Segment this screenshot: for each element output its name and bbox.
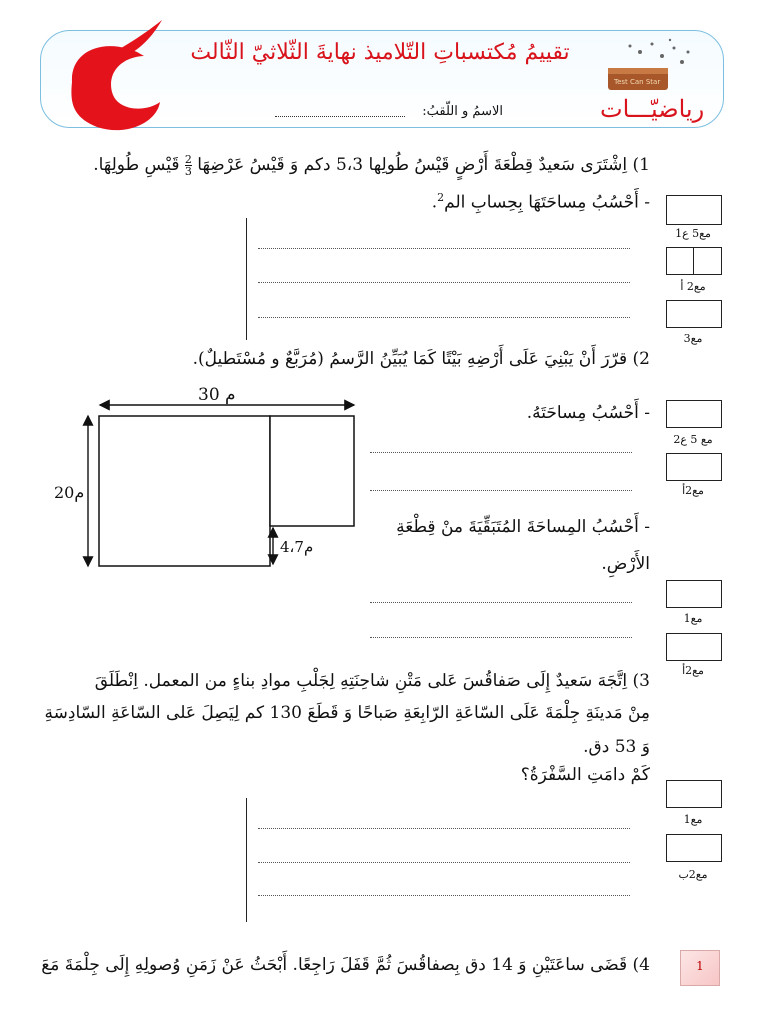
score-box[interactable]: [666, 580, 722, 608]
subject-label: رياضيّـــات: [600, 95, 705, 123]
score-label: مع2أ: [682, 664, 704, 677]
q1-text-a: 1) اِشْتَرَى سَعيدٌ قِطْعَةَ أَرْضٍ قَيْسُ طُولِها 5،3 دكم وَ قَيْسُ عَرْضِهَا: [197, 155, 650, 175]
q3-question: كَمْ دامَتِ السَّفْرَةُ؟: [520, 765, 650, 785]
score-label: مع1: [683, 612, 703, 625]
book-icon: [600, 32, 710, 98]
answer-divider: [246, 798, 247, 922]
q2-task2-line1: - أَحْسُبُ المِساحَةَ المُتَبَقِّيَةَ منْ قِطْعَةِ: [396, 517, 650, 537]
q1-task: - أَحْسُبُ مِساحَتَهَا بِحِسابِ الم: [444, 192, 650, 213]
q1-sup: 2: [437, 191, 445, 204]
fraction-denominator: 3: [184, 165, 192, 178]
q2-task2-line2: الأَرْضِ.: [601, 554, 650, 574]
q1-line2: [50, 184, 650, 217]
score-box[interactable]: [666, 400, 722, 428]
logo-icon: [52, 12, 172, 132]
q3-line1: 3) اِتَّجَهَ سَعيدٌ إِلَى صَفاقُسَ عَلى مَتْنِ شاحِنَتِهِ لِجَلْبِ موادِ بناءٍ من المعمل. اِنْطَلَقَ: [94, 671, 650, 691]
q4-line1: 4) قَضَى ساعَتَيْنِ وَ 14 دق بِصفاقُسَ ثُمَّ قَفَلَ رَاجِعًا. أَبْحَثُ عَنْ زَمَنِ وُصولِهِ إِلَى جِلْمَةَ مَعَ: [41, 955, 650, 975]
answer-line[interactable]: [258, 317, 630, 318]
q2-task2: [380, 514, 650, 578]
score-box[interactable]: [666, 195, 722, 225]
score-box[interactable]: [666, 633, 722, 661]
answer-line[interactable]: [370, 637, 632, 638]
land-diagram: [40, 380, 370, 580]
score-box[interactable]: [666, 247, 722, 275]
q3-line2: مِنْ مَدينَةِ جِلْمَةَ عَلَى السّاعَةِ الرّابِعَةِ صَباحًا وَ قَطَعَ 130 كم لِيَصِلَ عَلى السّاعَةِ السّادِسَةِ: [44, 703, 650, 723]
small-label: 4،7م: [280, 538, 314, 556]
answer-line[interactable]: [258, 828, 630, 829]
q2-intro: 2) قرّرَ أَنْ يَبْنِيَ عَلَى أَرْضِهِ بَيْتًا كَمَا يُبَيِّنُ الرَّسمُ (مُرَبَّعٌ و مُسْتَطيلٌ).: [192, 349, 650, 369]
answer-line[interactable]: [370, 452, 632, 453]
score-box[interactable]: [666, 834, 722, 862]
q1-task-end: .: [431, 192, 438, 213]
page-title: تقييمُ مُكتسباتِ التّلاميذ نهايةَ الثّلاثيّ الثّالث: [190, 40, 570, 65]
answer-line[interactable]: [370, 602, 632, 603]
q1-line1: [50, 152, 650, 179]
score-label: مع2 أ: [680, 280, 706, 293]
answer-line[interactable]: [258, 862, 630, 863]
name-field[interactable]: [275, 116, 405, 117]
score-box[interactable]: [666, 453, 722, 481]
width-label: 30 م: [198, 385, 236, 405]
answer-divider: [246, 218, 247, 340]
score-label: مع3: [683, 332, 703, 345]
score-label: مع 5 ع2: [673, 433, 713, 446]
book-label: Test Can Star: [614, 78, 661, 86]
answer-line[interactable]: [370, 490, 632, 491]
q3-line3: وَ 53 دق.: [583, 737, 650, 757]
score-label: مع2ب: [678, 868, 708, 881]
page-number: 1: [680, 950, 720, 986]
rectangle-shape: [270, 416, 354, 526]
fraction: [185, 154, 192, 177]
q1-text-b: قَيْسِ طُولِهَا.: [93, 155, 180, 175]
q2-task1: - أَحْسُبُ مِساحَتَهُ.: [526, 403, 650, 423]
answer-line[interactable]: [258, 282, 630, 283]
score-label: مع1: [683, 813, 703, 826]
score-label: مع2أ: [682, 484, 704, 497]
answer-line[interactable]: [258, 248, 630, 249]
score-box[interactable]: [666, 780, 722, 808]
score-box[interactable]: [666, 300, 722, 328]
square-shape: [99, 416, 270, 566]
answer-line[interactable]: [258, 895, 630, 896]
score-label: مع5 ع1: [675, 227, 711, 240]
name-label: الاسمُ و اللّقبُ:: [422, 104, 503, 119]
height-label: 20م: [54, 483, 85, 502]
fraction-numerator: 2: [184, 153, 192, 166]
